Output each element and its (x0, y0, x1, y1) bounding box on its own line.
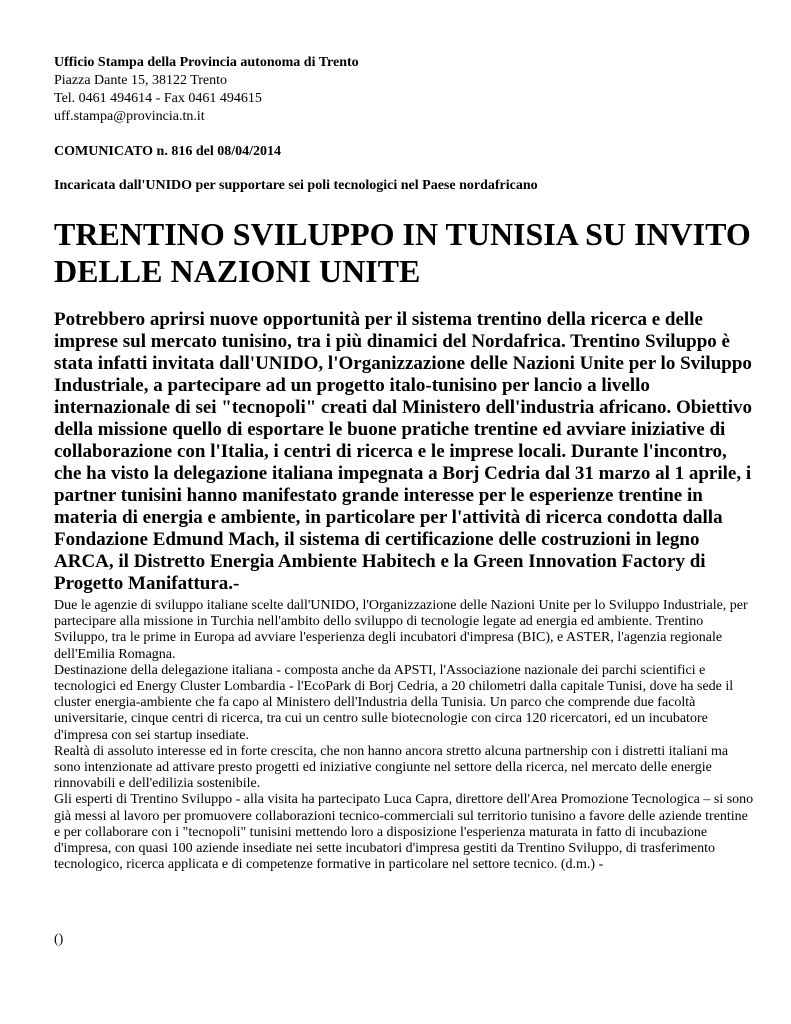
office-email: uff.stampa@provincia.tn.it (54, 109, 205, 124)
office-name: Ufficio Stampa della Provincia autonoma di Trento (54, 55, 359, 70)
body-paragraph: Gli esperti di Trentino Sviluppo - alla visita ha partecipato Luca Capra, direttore dell'Area Promozione Tecnologica – si sono già messi al lavoro per promuovere collaborazioni tecnico-commerciali sul territorio tunisino a favore delle aziende trentine e per collaborare con i "tecnopoli" tunisini mettendo loro a disposizione l'esperienza maturata in fatto di incubazione d'impresa, con quasi 100 aziende insediate nei sette incubatori d'impresa gestiti da Trentino Sviluppo, di trasferimento tecnologico, ricerca applicata e di competenze formative in particolare nel settore tecnico. (d.m.) - (54, 792, 754, 873)
office-phone: Tel. 0461 494614 - Fax 0461 494615 (54, 91, 262, 106)
footer-mark: () (54, 932, 64, 947)
body-paragraph: Due le agenzie di sviluppo italiane scelte dall'UNIDO, l'Organizzazione delle Nazioni Unite per lo Sviluppo Industriale, per partecipare alla missione in Turchia nell'ambito dello sviluppo di tecnologie legate ad energia ed ambiente. Trentino Sviluppo, tra le prime in Europa ad avviare l'esperienza degli incubatori d'impresa (BIC), e ASTER, l'agenzia regionale dell'Emilia Romagna. (54, 598, 748, 662)
body-paragraph: Realtà di assoluto interesse ed in forte crescita, che non hanno ancora stretto alcuna partnership con i distretti italiani ma sono intenzionate ad attivare presto progetti ed iniziative congiunte nel settore della ricerca, nel mercato delle energie rinnovabili e dell'edilizia sostenibile. (54, 743, 729, 792)
office-header (54, 54, 754, 126)
comunicato-number: COMUNICATO n. 816 del 08/04/2014 (54, 144, 281, 159)
page-title: TRENTINO SVILUPPO IN TUNISIA SU INVITO DELLE NAZIONI UNITE (54, 216, 751, 289)
body-text (54, 598, 754, 873)
office-address: Piazza Dante 15, 38122 Trento (54, 73, 228, 88)
lead-paragraph: Potrebbero aprirsi nuove opportunità per il sistema trentino della ricerca e delle imprese sul mercato tunisino, tra i più dinamici del Nordafrica. Trentino Sviluppo è stata infatti invitata dall'UNIDO, l'Organizzazione delle Nazioni Unite per lo Sviluppo Industriale, a partecipare ad un progetto italo-tunisino per lancio a livello internazionale di sei "tecnopoli" creati dal Ministero dell'industria africano. Obiettivo della missione quello di esportare le buone pratiche trentine ed avviare iniziative di collaborazione con l'Italia, i centri di ricerca e le imprese locali. Durante l'incontro, che ha visto la delegazione italiana impegnata a Borj Cedria dal 31 marzo al 1 aprile, i partner tunisini hanno manifestato grande interesse per le esperienze trentine in materia di energia e ambiente, in particolare per l'attività di ricerca condotta dalla Fondazione Edmund Mach, il sistema di certificazione delle costruzioni in legno ARCA, il Distretto Energia Ambiente Habitech e la Green Innovation Factory di Progetto Manifattura.- (54, 309, 753, 594)
subtitle: Incaricata dall'UNIDO per supportare sei poli tecnologici nel Paese nordafricano (54, 178, 538, 193)
body-paragraph: Destinazione della delegazione italiana - composta anche da APSTI, l'Associazione nazionale dei parchi scientifici e tecnologici ed Energy Cluster Lombardia - l'EcoPark di Borj Cedria, a 20 chilometri dalla capitale Tunisi, dove ha sede il cluster energia-ambiente che fa capo al Ministero dell'Industria della Tunisia. Un parco che comprende due facoltà universitarie, cinque centri di ricerca, tra cui un centro sulle biotecnologie con circa 120 ricercatori, ed un incubatore d'impresa con sei startup insediate. (54, 662, 734, 743)
